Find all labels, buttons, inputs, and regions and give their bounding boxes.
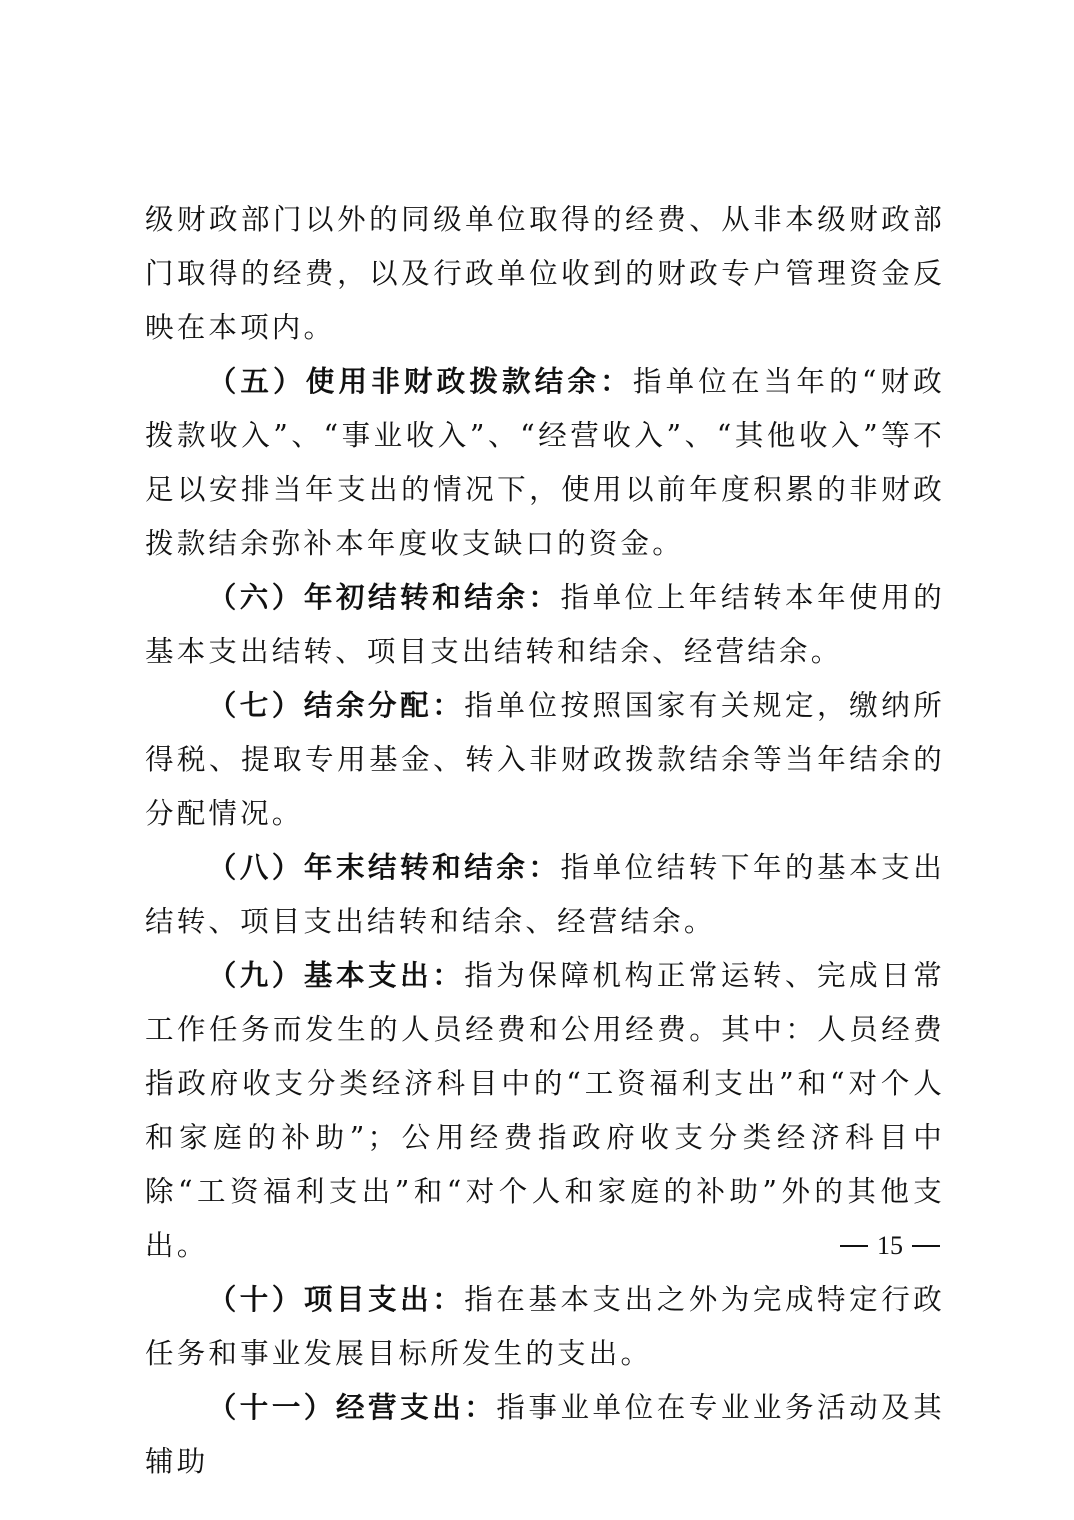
dash-right — [912, 1245, 940, 1247]
paragraph-text: 指单位在当年的“财政拨款收入”、“事业收入”、“经营收入”、“其他收入”等不足以安排当年支出的情况下，使用以前年度积累的非财政拨款结余弥补本年度收支缺口的资金。 — [145, 365, 945, 560]
paragraph-term: （八）年末结转和结余： — [207, 851, 561, 884]
paragraph-term: （七）结余分配： — [207, 689, 465, 722]
paragraph-term: （十）项目支出： — [207, 1283, 465, 1316]
paragraph-item-9 — [145, 949, 945, 1273]
paragraph-term: （六）年初结转和结余： — [207, 581, 561, 614]
paragraph-item-5 — [145, 355, 945, 571]
paragraph-item-11 — [145, 1381, 945, 1489]
paragraph-text: 指为保障机构正常运转、完成日常工作任务而发生的人员经费和公用经费。其中：人员经费指政府收支分类经济科目中的“工资福利支出”和“对个人和家庭的补助”；公用经费指政府收支分类经济科目中除“工资福利支出”和“对个人和家庭的补助”外的其他支出。 — [145, 959, 945, 1262]
paragraph-text: 指单位上年结转本年使用的基本支出结转、项目支出结转和结余、经营结余。 — [145, 581, 946, 668]
paragraph-item-6 — [145, 571, 945, 679]
paragraph-item-10 — [145, 1273, 945, 1381]
paragraph-continuation — [145, 193, 945, 355]
paragraph-item-8 — [145, 841, 945, 949]
page-number-value: 15 — [877, 1231, 903, 1260]
paragraph-text: 指事业单位在专业业务活动及其辅助 — [145, 1391, 945, 1478]
paragraph-term: （五）使用非财政拨款结余： — [207, 365, 633, 398]
paragraph-term: （九）基本支出： — [207, 959, 465, 992]
paragraph-text: 指在基本支出之外为完成特定行政任务和事业发展目标所发生的支出。 — [145, 1283, 945, 1370]
body-text — [145, 193, 945, 1489]
paragraph-text: 指单位按照国家有关规定，缴纳所得税、提取专用基金、转入非财政拨款结余等当年结余的分配情况。 — [145, 689, 945, 830]
paragraph-text: 级财政部门以外的同级单位取得的经费、从非本级财政部门取得的经费，以及行政单位收到的财政专户管理资金反映在本项内。 — [145, 203, 945, 344]
page-number — [820, 1226, 960, 1266]
dash-left — [840, 1245, 868, 1247]
paragraph-item-7 — [145, 679, 945, 841]
paragraph-text: 指单位结转下年的基本支出结转、项目支出结转和结余、经营结余。 — [145, 851, 946, 938]
paragraph-term: （十一）经营支出： — [207, 1391, 497, 1424]
